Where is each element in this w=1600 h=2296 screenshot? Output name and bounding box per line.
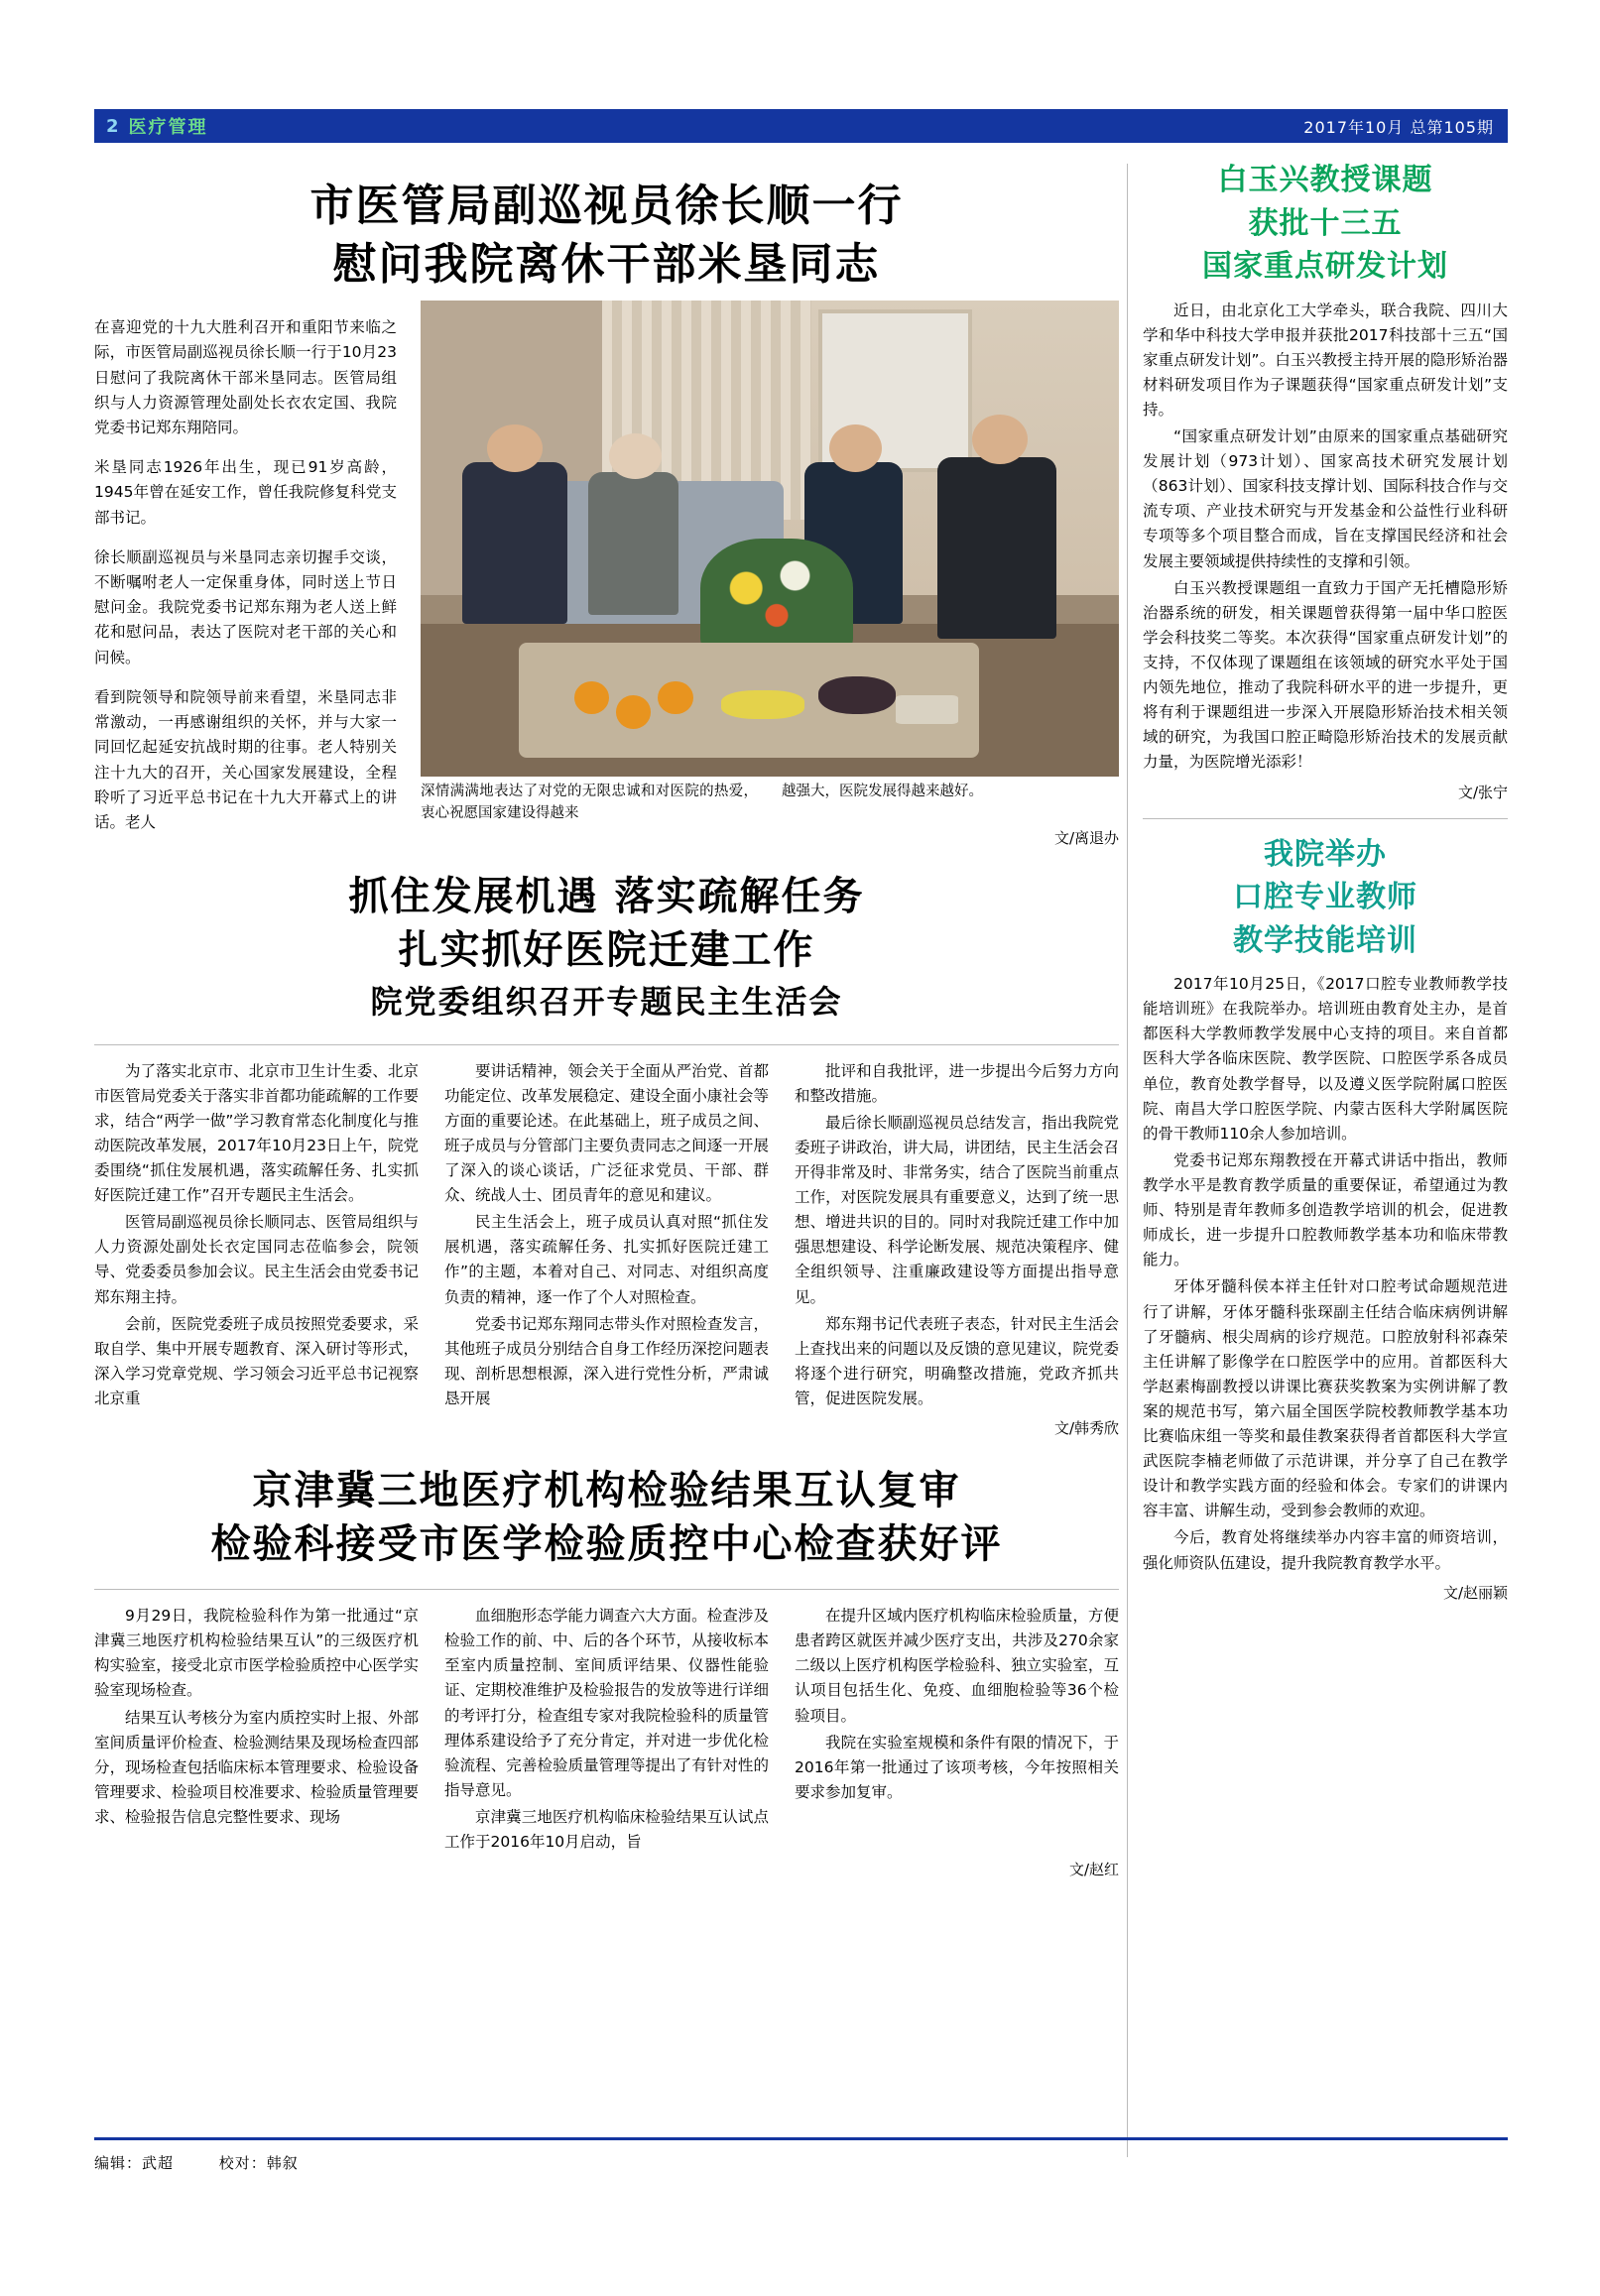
title-line-1: 白玉兴教授课题: [1217, 163, 1433, 197]
title-line-2: 获批十三五: [1248, 205, 1403, 241]
sidebar-content: [1143, 159, 1508, 1603]
page-header: [94, 109, 1508, 143]
visit-photo: [421, 301, 1119, 777]
article-lab-review: [94, 1454, 1119, 1879]
paragraph: 2017年10月25日，《2017口腔专业教师教学技能培训班》在我院举办。培训班由教育处主办，是首都医科大学教师教学发展中心支持的项目。来自首都医科大学各临床医院、教学医院、口腔医学系各成员单位，教育处教学督导，以及遵义医学院附属口腔医院、南昌大学口腔医学院、内蒙古医科大学附属医院的骨干教师110余人参加培训。: [1143, 975, 1508, 1143]
sidebar-article-2-title: [1143, 833, 1508, 963]
sidebar-article-teacher-training: [1143, 833, 1508, 1603]
article-visit: [94, 159, 1119, 850]
rule: [94, 1044, 1119, 1045]
title-line-1: 我院举办: [1264, 836, 1387, 872]
paragraph: 今后，教育处将继续举办内容丰富的师资培训，强化师资队伍建设，提升我院教育教学水平。: [1143, 1528, 1508, 1572]
paragraph: 为了落实北京市、北京市卫生计生委、北京市医管局党委关于落实非首都功能疏解的工作要求，结合“两学一做”学习教育常态化制度化与推动医院改革发展，2017年10月23日上午，院党委围绕“抓住发展机遇，落实疏解任务、扎实抓好医院迁建工作”召开专题民主生活会。: [94, 1061, 419, 1205]
paragraph: 医管局副巡视员徐长顺同志、医管局组织与人力资源处副处长衣定国同志莅临参会，院领导、党委委员参加会议。民主生活会由党委书记郑东翔主持。: [94, 1213, 419, 1306]
paragraph: 在提升区域内医疗机构临床检验质量，方便患者跨区就医并减少医疗支出，共涉及270余家二级以上医疗机构医学检验科、独立实验室，互认项目包括生化、免疫、血细胞检验等36个检验项目。: [795, 1607, 1119, 1725]
photo-scene: [421, 301, 1119, 777]
article-democratic-byline: 文/韩秀欣: [1053, 1419, 1119, 1438]
paragraph: 9月29日，我院检验科作为第一批通过“京津冀三地医疗机构检验结果互认”的三级医疗机构实验室，接受北京市医学检验质控中心医学实验室现场检查。: [94, 1607, 419, 1700]
page-number: 2: [106, 115, 119, 137]
paragraph: 京津冀三地医疗机构临床检验结果互认试点工作于2016年10月启动，旨: [444, 1807, 769, 1852]
article-lab-body: [94, 1604, 1119, 1855]
paragraph: 最后徐长顺副巡视员总结发言，指出我院党委班子讲政治，讲大局，讲团结，民主生活会召开得非常及时、非常务实，结合了医院当前重点工作，对医院发展具有重要意义，达到了统一思想、增进共识的目的。同时对我院迁建工作中加强思想建设、科学论断发展、规范决策程序、健全组织领导、注重廉政建设等方面提出指导意见。: [795, 1113, 1119, 1306]
sidebar-article-1-byline: 文/张宁: [1457, 783, 1508, 801]
paragraph: 要讲话精神，领会关于全面从严治党、首都功能定位、改革发展稳定、建设全面小康社会等方面的重要论述。在此基础上，班子成员之间、班子成员与分管部门主要负责同志之间逐一开展了深入的谈心谈话，广泛征求党员、干部、群众、统战人士、团员青年的意见和建议。: [444, 1061, 769, 1205]
section-title: 医疗管理: [128, 117, 208, 138]
paragraph: 郑东翔书记代表班子表态，针对民主生活会上查找出来的问题以及反馈的意见建议，院党委将逐个进行研究，明确整改措施，党政齐抓共管，促进医院发展。: [795, 1314, 1119, 1407]
paragraph: 白玉兴教授课题组一直致力于国产无托槽隐形矫治器系统的研发，相关课题曾获得第一届中华口腔医学会科技奖二等奖。本次获得“国家重点研发计划”的支持，不仅体现了课题组在该领域的研究水平处于国内领先地位，推动了我院科研水平的进一步提升，更将有利于课题组进一步深入开展隐形矫治技术相关领域的研究，为我国口腔正畸隐形矫治技术的发展贡献力量，为医院增光添彩！: [1143, 578, 1508, 772]
rule: [94, 1589, 1119, 1590]
footer-proofreader: 校对：韩叙: [218, 2154, 299, 2172]
article-democratic-headline: [94, 864, 1119, 977]
title-line-2: 口腔专业教师: [1233, 880, 1417, 915]
footer-rule: [94, 2137, 1508, 2140]
article-democratic-body: [94, 1059, 1119, 1414]
paragraph: “国家重点研发计划”由原来的国家重点基础研究发展计划（973计划）、国家高技术研究发展计划（863计划）、国家科技支撑计划、国际科技合作与交流专项、产业技术研究与开发基金和公益性行业科研专项等多个项目整合而成，旨在支撑国民经济和社会发展主要领域提供持续性的支撑和引领。: [1143, 427, 1508, 570]
paragraph: 会前，医院党委班子成员按照党委要求，采取自学、集中开展专题教育、深入研讨等形式，深入学习党章党规、学习领会习近平总书记视察北京重: [94, 1314, 419, 1407]
article-lab-headline: [94, 1454, 1119, 1575]
paragraph: 批评和自我批评，进一步提出今后努力方向和整改措施。: [795, 1061, 1119, 1105]
paragraph: 近日，由北京化工大学牵头，联合我院、四川大学和华中科技大学申报并获批2017科技部十三五“国家重点研发计划”。白玉兴教授主持开展的隐形矫治器材料研发项目作为子课题获得“国家重点研发计划”支持。: [1143, 301, 1508, 419]
main-content: [94, 159, 1119, 1879]
headline-line-2: 检验科接受市医学检验质控中心检查获好评: [210, 1520, 1003, 1568]
title-line-3: 教学技能培训: [1233, 922, 1417, 958]
paragraph: 徐长顺副巡视员与米垦同志亲切握手交谈，不断嘱咐老人一定保重身体，同时送上节日慰问金。我院党委书记郑东翔为老人送上鲜花和慰问品，表达了医院对老干部的关心和问候。: [94, 548, 397, 666]
article-visit-headline: [94, 159, 1119, 301]
article-visit-photo-block: [421, 301, 1119, 848]
page-footer: [94, 2152, 1508, 2173]
paragraph: 民主生活会上，班子成员认真对照“抓住发展机遇，落实疏解任务、扎实抓好医院迁建工作”的主题，本着对自己、对同志、对组织高度负责的精神，逐一作了个人对照检查。: [444, 1213, 769, 1306]
article-democratic-life: [94, 864, 1119, 1438]
caption-line-2: 越强大，医院发展得越来越好。: [782, 783, 983, 799]
headline-line-1: 抓住发展机遇 落实疏解任务: [348, 873, 865, 920]
article-visit-byline: 文/离退办: [1053, 828, 1119, 847]
paragraph: 结果互认考核分为室内质控实时上报、外部室间质量评价检查、检验测结果及现场检查四部分，现场检查包括临床标本管理要求、检验设备管理要求、检验项目校准要求、检验质量管理要求、检验报告信息完整性要求、现场: [94, 1708, 419, 1826]
paragraph: 党委书记郑东翔教授在开幕式讲话中指出，教师教学水平是教育教学质量的重要保证，希望通过为教师、特别是青年教师多创造教学培训的机会，促进教师成长，进一步提升口腔教师教学基本功和临床带教能力。: [1143, 1150, 1508, 1269]
paragraph: 我院在实验室规模和条件有限的情况下，于2016年第一批通过了该项考核，今年按照相关要求参加复审。: [795, 1733, 1119, 1801]
caption-line-1: 深情满满地表达了对党的无限忠诚和对医院的热爱，衷心祝愿国家建设得越来: [421, 783, 758, 822]
sidebar-rule: [1143, 818, 1508, 819]
column-divider: [1127, 164, 1128, 2157]
footer-editor: 编辑：武超: [94, 2154, 175, 2172]
sidebar-article-research-grant: [1143, 159, 1508, 802]
paragraph: 在喜迎党的十九大胜利召开和重阳节来临之际，市医管局副巡视员徐长顺一行于10月23日慰问了我院离休干部米垦同志。医管局组织与人力资源管理处副处长衣农定国、我院党委书记郑东翔陪同。: [94, 318, 397, 436]
article-lab-byline: 文/赵红: [1068, 1861, 1119, 1879]
headline-line-2: 慰问我院离休干部米垦同志: [332, 239, 881, 291]
article-visit-column-1: [94, 301, 397, 851]
headline-line-1: 京津冀三地医疗机构检验结果互认复审: [252, 1467, 961, 1514]
sidebar-article-1-body: [1143, 299, 1508, 776]
sidebar-article-2-body: [1143, 972, 1508, 1576]
paragraph: 党委书记郑东翔同志带头作对照检查发言，其他班子成员分别结合自身工作经历深挖问题表现、剖析思想根源，深入进行党性分析，严肃诚恳开展: [444, 1314, 769, 1407]
paragraph: 血细胞形态学能力调查六大方面。检查涉及检验工作的前、中、后的各个环节，从接收标本至室内质量控制、室间质评结果、仪器性能验证、定期校准维护及检验报告的发放等进行详细的考评打分，检查组专家对我院检验科的质量管理体系建设给予了充分肯定，并对进一步优化检验流程、完善检验质量管理等提出了有针对性的指导意见。: [444, 1607, 769, 1799]
photo-caption: [421, 781, 1119, 825]
paragraph: 牙体牙髓科侯本祥主任针对口腔考试命题规范进行了讲解，牙体牙髓科张琛副主任结合临床病例讲解了牙髓病、根尖周病的诊疗规范。口腔放射科祁森荣主任讲解了影像学在口腔医学中的应用。首都医科大学赵素梅副教授以讲课比赛获奖教案为实例讲解了教案的规范书写，第六届全国医学院校教师教学基本功比赛临床组一等奖和最佳教案获得者首都医科大学宣武医院李楠老师做了示范讲课，并分享了自己在教学设计和教学实践方面的经验和体会。专家们的讲课内容丰富、讲解生动，受到参会教师的欢迎。: [1143, 1277, 1508, 1520]
sidebar-article-2-byline: 文/赵丽颖: [1442, 1583, 1508, 1602]
paragraph: 看到院领导和院领导前来看望，米垦同志非常激动，一再感谢组织的关怀，并与大家一同回忆起延安抗战时期的往事。老人特别关注十九大的召开，关心国家发展建设，全程聆听了习近平总书记在十九大开幕式上的讲话。老人: [94, 688, 397, 831]
article-visit-body: [94, 301, 1119, 851]
paragraph: 米垦同志1926年出生，现已91岁高龄，1945年曾在延安工作，曾任我院修复科党支部书记。: [94, 458, 397, 527]
headline-line-1: 市医管局副巡视员徐长顺一行: [309, 181, 904, 231]
issue-info: 2017年10月 总第105期: [1303, 117, 1494, 137]
sidebar-article-1-title: [1143, 159, 1508, 289]
article-democratic-subheadline: 院党委组织召开专题民主生活会: [370, 983, 843, 1022]
title-line-3: 国家重点研发计划: [1202, 249, 1448, 284]
headline-line-2: 扎实抓好医院迁建工作: [398, 926, 815, 974]
